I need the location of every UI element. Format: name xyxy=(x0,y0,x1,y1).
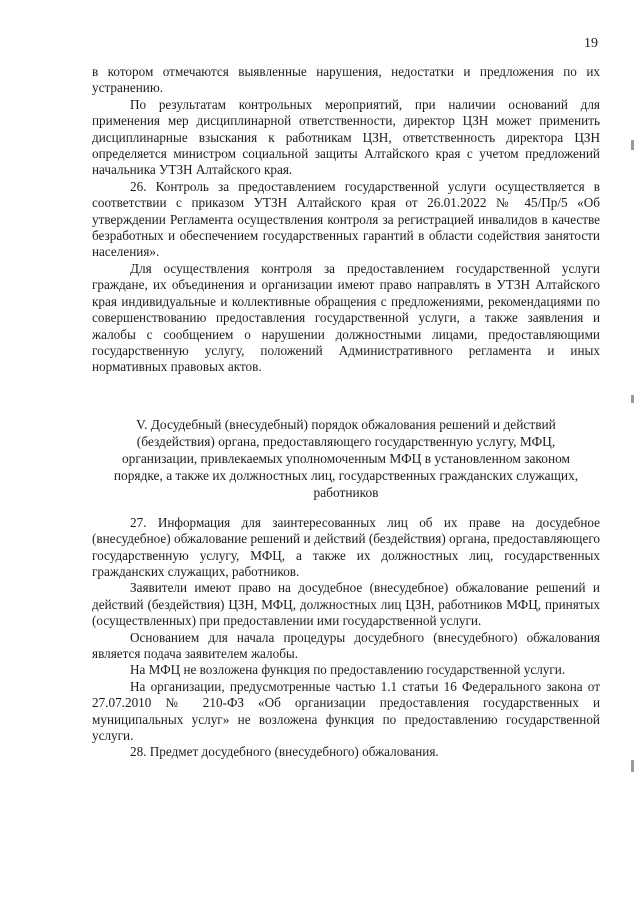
scan-edge-mark xyxy=(631,140,634,150)
paragraph-continuation: в котором отмечаются выявленные нарушения, недостатки и предложения по их устранению. xyxy=(92,64,600,96)
section-heading: V. Досудебный (внесудебный) порядок обжалования решений и действий (бездействия) органа, предоставляющего государственную услугу, МФЦ, организации, привлекаемых уполномоченным МФЦ в установленном законом порядке, а также их должностных лиц, государственных гражданских служащих, работников xyxy=(113,416,579,500)
scan-edge-mark xyxy=(631,395,634,403)
paragraph-applicants-right: Заявители имеют право на досудебное (внесудебное) обжалование решений и действий (бездействия) ЦЗН, МФЦ, должностных лиц ЦЗН, работников МФЦ, принятых (осуществленных) при предоставлении ими государственной услуги. xyxy=(92,580,600,629)
paragraph-26: 26. Контроль за предоставлением государственной услуги осуществляется в соответствии с приказом УТЗН Алтайского края от 26.01.2022 № 45/Пр/5 «Об утверждении Регламента осуществления контроля за регистрацией инвалидов в качестве безработных и обеспечением государственных гарантий в области содействия занятости населения». xyxy=(92,178,600,260)
paragraph-organizations: На организации, предусмотренные частью 1.1 статьи 16 Федерального закона от 27.07.2010 № 210-ФЗ «Об организации предоставления государственных и муниципальных услуг» не возложена функция по предоставлению государственной услуги. xyxy=(92,678,600,743)
paragraph-disciplinary: По результатам контрольных мероприятий, при наличии оснований для применения мер дисциплинарной ответственности, директор ЦЗН может применить дисциплинарные взыскания к работникам ЦЗН, ответственность директора ЦЗН определяется министром социальной защиты Алтайского края с учетом предложений начальника УТЗН Алтайского края. xyxy=(92,96,600,178)
paragraph-grounds: Основанием для начала процедуры досудебного (внесудебного) обжалования является подача заявителем жалобы. xyxy=(92,629,600,661)
paragraph-28: 28. Предмет досудебного (внесудебного) обжалования. xyxy=(130,744,439,760)
paragraph-mfc: На МФЦ не возложена функция по предоставлению государственной услуги. xyxy=(130,662,566,678)
paragraph-control-rights: Для осуществления контроля за предоставлением государственной услуги граждане, их объединения и организации имеют право направлять в УТЗН Алтайского края индивидуальные и коллективные обращения с предложениями, рекомендациями по совершенствованию предоставления государственной услуги, а также заявления и жалобы с сообщением о нарушении должностными лицами, предоставляющими государственную услугу, положений Административного регламента и иных нормативных правовых актов. xyxy=(92,260,600,375)
document-body xyxy=(92,64,600,761)
paragraph-27: 27. Информация для заинтересованных лиц об их праве на досудебное (внесудебное) обжалование решений и действий (бездействия) органа, предоставляющего государственную услугу, МФЦ, а также их должностных лиц, государственных гражданских служащих, работников. xyxy=(92,514,600,579)
scan-edge-mark xyxy=(631,760,634,772)
page-number: 19 xyxy=(584,36,598,51)
